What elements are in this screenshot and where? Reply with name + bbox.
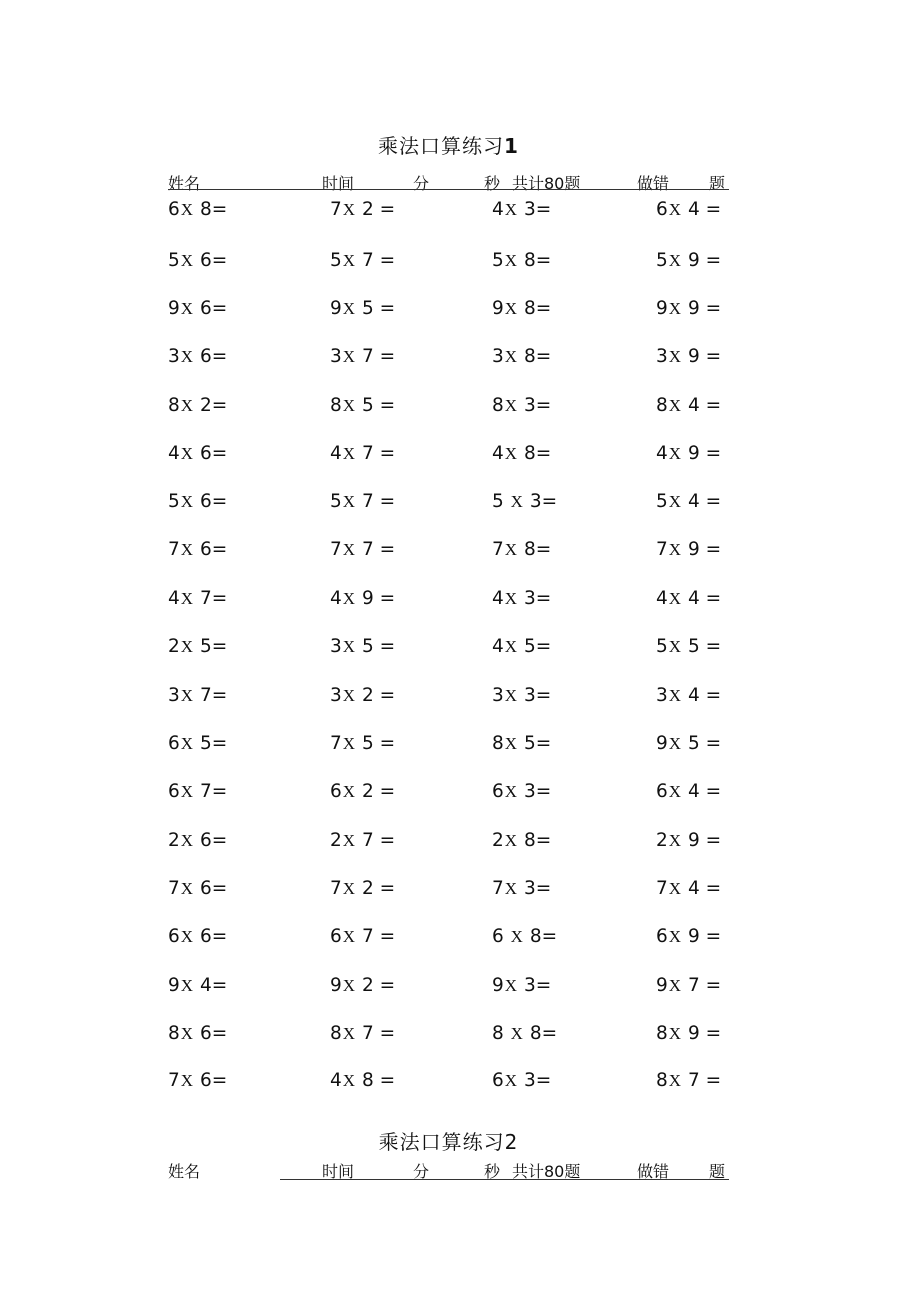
total-label: 共计80题 [512,1162,581,1181]
problem-r18-c4: 8X 9 = [656,1023,722,1044]
problem-r2-c3: 5X 8= [492,250,552,271]
problem-r1-c2: 7X 2 = [330,199,396,220]
sheet1-title-text: 乘法口算练习 [378,134,505,158]
problem-r12-c4: 9X 5 = [656,733,722,754]
problem-r1-c3: 4X 3= [492,199,552,220]
problem-r3-c3: 9X 8= [492,298,552,319]
sheet1-title [0,130,897,159]
problem-r14-c4: 2X 9 = [656,830,722,851]
sheet2-header [0,1159,920,1183]
problem-r1-c1: 6X 8= [168,199,228,220]
sheet1-header [0,171,920,195]
problem-r3-c1: 9X 6= [168,298,228,319]
problem-r19-c4: 8X 7 = [656,1070,722,1091]
problem-r14-c3: 2X 8= [492,830,552,851]
problem-r5-c2: 8X 5 = [330,395,396,416]
time-label: 时间 [322,174,355,193]
problem-r18-c2: 8X 7 = [330,1023,396,1044]
problem-r16-c3: 6 X 8= [492,926,558,947]
problem-r3-c4: 9X 9 = [656,298,722,319]
problem-r15-c3: 7X 3= [492,878,552,899]
wrong-label: 做错 [637,1162,670,1181]
minutes-label: 分 [413,1162,430,1181]
problem-r5-c4: 8X 4 = [656,395,722,416]
problem-r13-c4: 6X 4 = [656,781,722,802]
problem-r12-c2: 7X 5 = [330,733,396,754]
problem-r4-c2: 3X 7 = [330,346,396,367]
problem-r3-c2: 9X 5 = [330,298,396,319]
problem-r8-c2: 7X 7 = [330,539,396,560]
questions-label: 题 [709,174,726,193]
problem-r11-c4: 3X 4 = [656,685,722,706]
name-label: 姓名 [168,1162,201,1181]
problem-r7-c4: 5X 4 = [656,491,722,512]
problem-r18-c3: 8 X 8= [492,1023,558,1044]
questions-label: 题 [709,1162,726,1181]
problem-r16-c2: 6X 7 = [330,926,396,947]
problem-r1-c4: 6X 4 = [656,199,722,220]
problem-r12-c1: 6X 5= [168,733,228,754]
sheet2-title: 乘法口算练习2 [378,1130,519,1154]
problem-r10-c4: 5X 5 = [656,636,722,657]
problem-r9-c3: 4X 3= [492,588,552,609]
problem-r4-c1: 3X 6= [168,346,228,367]
problem-r17-c3: 9X 3= [492,975,552,996]
problem-r16-c4: 6X 9 = [656,926,722,947]
problem-r9-c1: 4X 7= [168,588,228,609]
problem-r19-c1: 7X 6= [168,1070,228,1091]
problem-r13-c3: 6X 3= [492,781,552,802]
total-label: 共计80题 [512,174,581,193]
problem-r11-c2: 3X 2 = [330,685,396,706]
problem-r8-c3: 7X 8= [492,539,552,560]
problem-r9-c2: 4X 9 = [330,588,396,609]
problem-r2-c4: 5X 9 = [656,250,722,271]
problem-r6-c2: 4X 7 = [330,443,396,464]
problem-r8-c1: 7X 6= [168,539,228,560]
problem-r17-c2: 9X 2 = [330,975,396,996]
problem-r14-c1: 2X 6= [168,830,228,851]
wrong-label: 做错 [637,174,670,193]
seconds-label: 秒 [484,1162,501,1181]
problem-r15-c4: 7X 4 = [656,878,722,899]
header-underline [168,189,729,190]
problem-r6-c4: 4X 9 = [656,443,722,464]
problem-r10-c3: 4X 5= [492,636,552,657]
problem-r4-c4: 3X 9 = [656,346,722,367]
sheet1-title-number: 1 [504,134,519,158]
problem-r13-c2: 6X 2 = [330,781,396,802]
name-label: 姓名 [168,174,201,193]
problem-r8-c4: 7X 9 = [656,539,722,560]
problem-r15-c1: 7X 6= [168,878,228,899]
problem-r12-c3: 8X 5= [492,733,552,754]
problem-r7-c1: 5X 6= [168,491,228,512]
problem-r17-c1: 9X 4= [168,975,228,996]
problem-r18-c1: 8X 6= [168,1023,228,1044]
problem-r4-c3: 3X 8= [492,346,552,367]
problem-r16-c1: 6X 6= [168,926,228,947]
problem-r10-c2: 3X 5 = [330,636,396,657]
problem-r6-c1: 4X 6= [168,443,228,464]
minutes-label: 分 [413,174,430,193]
problem-r11-c1: 3X 7= [168,685,228,706]
problem-r13-c1: 6X 7= [168,781,228,802]
problem-r19-c2: 4X 8 = [330,1070,396,1091]
problem-r14-c2: 2X 7 = [330,830,396,851]
problem-r11-c3: 3X 3= [492,685,552,706]
time-label: 时间 [322,1162,355,1181]
problem-r19-c3: 6X 3= [492,1070,552,1091]
problem-r15-c2: 7X 2 = [330,878,396,899]
problem-r5-c3: 8X 3= [492,395,552,416]
problem-r5-c1: 8X 2= [168,395,228,416]
problem-r2-c2: 5X 7 = [330,250,396,271]
problem-r7-c3: 5 X 3= [492,491,558,512]
problem-r6-c3: 4X 8= [492,443,552,464]
seconds-label: 秒 [484,174,501,193]
problem-r2-c1: 5X 6= [168,250,228,271]
problem-r9-c4: 4X 4 = [656,588,722,609]
problem-r10-c1: 2X 5= [168,636,228,657]
header-underline [280,1179,729,1180]
problem-r7-c2: 5X 7 = [330,491,396,512]
problem-r17-c4: 9X 7 = [656,975,722,996]
